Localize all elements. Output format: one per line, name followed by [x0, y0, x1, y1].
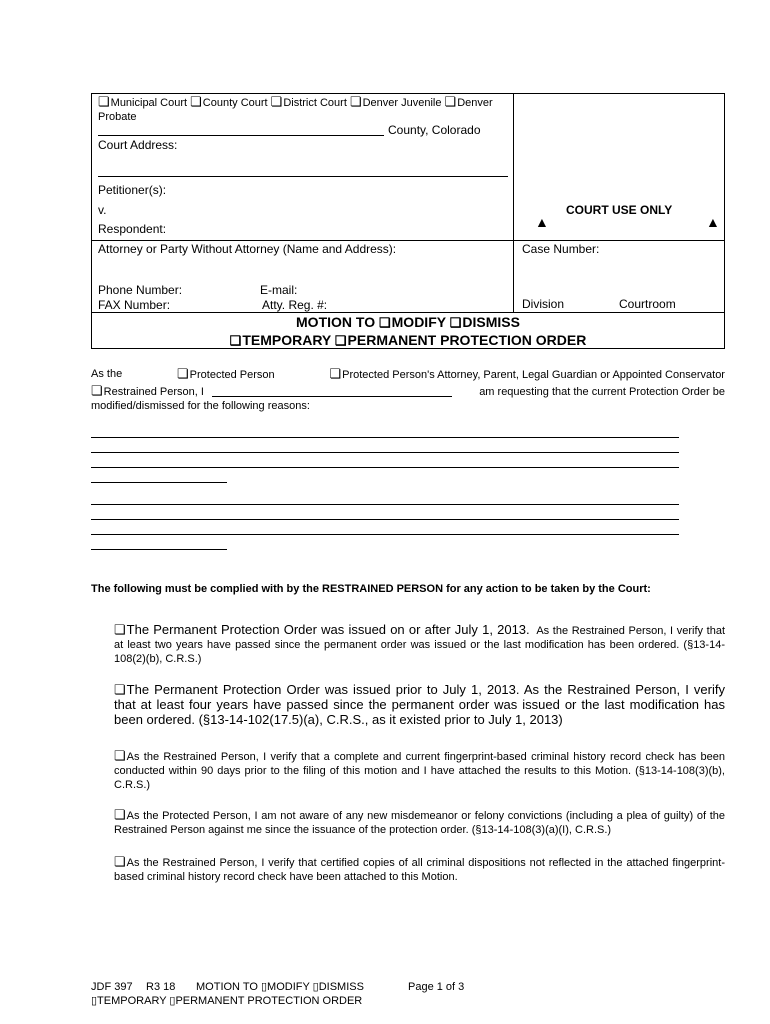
- email-label: E-mail:: [260, 283, 298, 297]
- reason-line-5[interactable]: [91, 504, 679, 505]
- item-4-text: As the Protected Person, I am not aware of any new misdemeanor or felony convictions (including a plea of guilty) of the Restrained Person against me since the issuance of the protection order. (§13-14-108(3)(a)(I), C.R.S.): [114, 810, 725, 836]
- attorney-label: Attorney or Party Without Attorney (Name and Address):: [98, 242, 397, 256]
- name-field-line[interactable]: [212, 396, 452, 397]
- denver-juvenile-checkbox[interactable]: ❏ Denver Juvenile: [350, 97, 442, 109]
- item-2-text: The Permanent Protection Order was issued prior to July 1, 2013. As the Restrained Person, I verify that at least four years have passed since the permanent order was issued or the last modification has been ordered. (§13-14-102(17.5)(a), C.R.S., as it existed prior to July 1, 2013): [114, 682, 725, 727]
- caption-vertical-divider: [513, 93, 514, 313]
- title-modify-checkbox[interactable]: ❏ MODIFY: [379, 314, 446, 330]
- requesting-text: am requesting that the current Protection Order be: [479, 386, 725, 398]
- item-3: [114, 749, 725, 792]
- intro-line-1: [91, 367, 725, 382]
- versus-label: v.: [98, 203, 107, 217]
- item-2-checkbox[interactable]: [114, 681, 127, 698]
- item-2: [114, 682, 725, 727]
- fax-label: FAX Number:: [98, 298, 171, 312]
- attorney-parent-checkbox[interactable]: ❏ Protected Person's Attorney, Parent, Legal Guardian or Appointed Conservator: [329, 367, 725, 382]
- caption-divider-2: [91, 312, 725, 313]
- reasons-text: modified/dismissed for the following reasons:: [91, 400, 310, 412]
- item-1-lead: The Permanent Protection Order was issued on or after July 1, 2013.: [126, 622, 530, 637]
- municipal-court-checkbox[interactable]: ❏ Municipal Court: [98, 97, 187, 109]
- title-dismiss-checkbox[interactable]: ❏ DISMISS: [450, 314, 520, 330]
- district-court-checkbox[interactable]: ❏ District Court: [271, 97, 347, 109]
- item-3-checkbox[interactable]: [114, 747, 127, 764]
- item-5-text: As the Restrained Person, I verify that certified copies of all criminal dispositions not reflected in the attached fingerprint-based criminal history record check have been attached to this Motion.: [114, 857, 725, 883]
- courtroom-label: Courtroom: [619, 297, 676, 311]
- atty-reg-label: Atty. Reg. #:: [262, 298, 328, 312]
- case-number-label: Case Number:: [522, 242, 600, 256]
- title-temporary-checkbox[interactable]: ❏ TEMPORARY: [230, 332, 331, 348]
- footer-form-id: JDF 397: [91, 981, 133, 993]
- reason-line-2[interactable]: [91, 452, 679, 453]
- item-5-checkbox[interactable]: [114, 853, 127, 870]
- protected-person-checkbox[interactable]: ❏ Protected Person: [177, 367, 275, 382]
- form-title-line1: [91, 314, 725, 331]
- reason-line-1[interactable]: [91, 437, 679, 438]
- petitioners-label: Petitioner(s):: [98, 183, 167, 197]
- reason-line-7[interactable]: [91, 534, 679, 535]
- footer-title-line1: MOTION TO ▯MODIFY ▯DISMISS: [196, 981, 364, 993]
- item-4-checkbox[interactable]: [114, 806, 127, 823]
- county-court-checkbox[interactable]: ❏ County Court: [190, 97, 267, 109]
- as-the-text: As the: [91, 368, 123, 380]
- form-title-line2: [91, 332, 725, 349]
- triangle-left-icon: ▲: [535, 214, 549, 230]
- reason-line-3[interactable]: [91, 467, 679, 468]
- footer-revision: R3 18: [146, 981, 176, 993]
- court-address-label: Court Address:: [98, 138, 178, 152]
- item-5: [114, 855, 725, 884]
- caption-divider-1: [91, 240, 725, 241]
- denver-probate-checkbox[interactable]: ❏ Denver Probate: [98, 97, 493, 123]
- title-motion-to: MOTION TO: [296, 314, 376, 330]
- item-1-checkbox[interactable]: [114, 621, 127, 638]
- footer-title-line2: ▯TEMPORARY ▯PERMANENT PROTECTION ORDER: [91, 995, 363, 1007]
- court-use-only-label: COURT USE ONLY: [566, 203, 673, 217]
- respondent-label: Respondent:: [98, 222, 167, 236]
- compliance-heading: The following must be complied with by the RESTRAINED PERSON for any action to be taken by the Court:: [91, 583, 651, 595]
- county-label: County, Colorado: [388, 123, 481, 137]
- title-permanent-checkbox[interactable]: ❏ PERMANENT PROTECTION ORDER: [335, 332, 586, 348]
- division-label: Division: [522, 297, 565, 311]
- footer-page-number: Page 1 of 3: [408, 981, 465, 993]
- reason-line-4[interactable]: [91, 482, 227, 483]
- item-1: [114, 623, 725, 666]
- triangle-right-icon: ▲: [706, 214, 720, 230]
- court-address-line[interactable]: [98, 176, 508, 177]
- reason-line-6[interactable]: [91, 519, 679, 520]
- item-1-text: As the Restrained Person, I verify that at least two years have passed since the permanent order was issued or the last modification has been ordered. (§13-14-108(2)(b), C.R.S.): [114, 625, 725, 665]
- item-3-text: As the Restrained Person, I verify that a complete and current fingerprint-based criminal history record check has been conducted within 90 days prior to the filing of this motion and I have attached the results to this Motion. (§13-14-108(3)(b), C.R.S.): [114, 751, 725, 791]
- county-name-line[interactable]: [98, 135, 384, 136]
- item-4: [114, 808, 725, 837]
- court-selection: [98, 95, 512, 124]
- phone-label: Phone Number:: [98, 283, 183, 297]
- reason-line-8[interactable]: [91, 549, 227, 550]
- restrained-person-checkbox[interactable]: ❏ Restrained Person, I: [91, 386, 204, 398]
